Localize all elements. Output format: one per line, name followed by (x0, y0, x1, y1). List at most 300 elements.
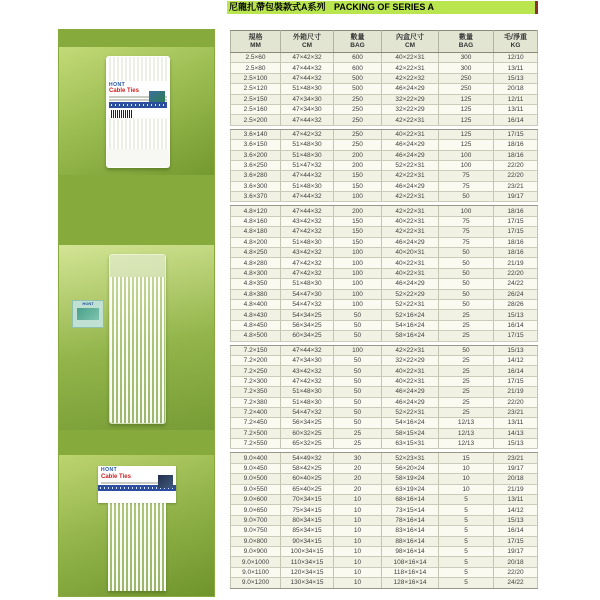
table-cell: 9.0×700 (231, 515, 281, 525)
table-cell: 54×47×32 (281, 407, 334, 417)
page-title-english: PACKING OF SERIES A (334, 2, 435, 12)
table-cell: 110×34×15 (281, 557, 334, 567)
table-cell: 2.5×200 (231, 115, 281, 125)
table-cell: 250 (439, 84, 494, 94)
table-cell: 9.0×900 (231, 546, 281, 556)
table-cell: 63×19×24 (382, 484, 439, 494)
table-cell: 7.2×500 (231, 428, 281, 438)
table-cell: 47×44×32 (281, 171, 334, 181)
table-cell: 50 (334, 397, 382, 407)
table-cell: 50 (334, 387, 382, 397)
table-cell: 51×47×32 (281, 160, 334, 170)
table-cell: 40×22×31 (382, 258, 439, 268)
table-cell: 40×22×31 (382, 268, 439, 278)
table-row (231, 484, 538, 494)
table-cell: 47×42×32 (281, 53, 334, 63)
table-cell: 5 (439, 567, 494, 577)
packing-table (230, 30, 538, 589)
product-photo-header-bag (59, 455, 214, 596)
table-cell: 16/14 (494, 526, 538, 536)
table-cell: 80×34×15 (281, 515, 334, 525)
table-cell: 12/11 (494, 94, 538, 104)
table-cell: 42×22×31 (382, 63, 439, 73)
table-cell: 20 (334, 463, 382, 473)
table-cell: 60×40×25 (281, 474, 334, 484)
table-cell: 46×24×29 (382, 279, 439, 289)
table-cell: 98×16×14 (382, 546, 439, 556)
table-cell: 40×22×31 (382, 376, 439, 386)
table-cell: 125 (439, 94, 494, 104)
table-row (231, 129, 538, 139)
label-photo-thumbnail (149, 91, 165, 102)
table-cell: 50 (439, 289, 494, 299)
table-cell: 58×42×25 (281, 463, 334, 473)
table-row (231, 474, 538, 484)
table-cell: 500 (334, 73, 382, 83)
table-row (231, 463, 538, 473)
table-cell: 250 (334, 104, 382, 114)
table-cell: 40×22×31 (382, 129, 439, 139)
table-cell: 100 (334, 192, 382, 202)
table-cell: 108×16×14 (382, 557, 439, 567)
table-cell: 50 (334, 418, 382, 428)
table-body (231, 53, 538, 589)
table-cell: 32×22×29 (382, 355, 439, 365)
table-cell: 2.5×60 (231, 53, 281, 63)
table-cell: 13/11 (494, 63, 538, 73)
page-title (227, 1, 538, 14)
table-cell: 47×42×32 (281, 376, 334, 386)
table-row (231, 418, 538, 428)
table-cell: 50 (334, 366, 382, 376)
table-cell: 4.8×120 (231, 206, 281, 216)
table-cell: 9.0×1000 (231, 557, 281, 567)
label-photo-thumbnail (158, 475, 173, 488)
bag-clear-area (110, 255, 165, 277)
table-row (231, 160, 538, 170)
table-cell: 43×42×32 (281, 366, 334, 376)
table-cell: 7.2×350 (231, 387, 281, 397)
table-cell: 18/16 (494, 140, 538, 150)
table-cell: 25 (439, 387, 494, 397)
table-cell: 40×20×31 (382, 248, 439, 258)
table-cell: 10 (439, 484, 494, 494)
label-photo-thumbnail (77, 308, 99, 320)
table-cell: 25 (439, 310, 494, 320)
table-cell: 43×42×32 (281, 216, 334, 226)
table-cell: 250 (334, 129, 382, 139)
table-row (231, 279, 538, 289)
table-cell: 16/14 (494, 320, 538, 330)
table-cell: 7.2×300 (231, 376, 281, 386)
table-cell: 12/13 (439, 428, 494, 438)
table-cell: 25 (439, 366, 494, 376)
table-cell: 20/18 (494, 84, 538, 94)
table-row (231, 171, 538, 181)
product-photo-labeled-bag (59, 47, 214, 175)
table-cell: 250 (334, 115, 382, 125)
table-row (231, 387, 538, 397)
table-row (231, 94, 538, 104)
table-row (231, 115, 538, 125)
table-cell: 9.0×650 (231, 505, 281, 515)
table-cell: 50 (334, 310, 382, 320)
table-cell: 12/13 (439, 418, 494, 428)
table-cell: 10 (439, 474, 494, 484)
table-cell: 23/21 (494, 407, 538, 417)
column-header: 內盒尺寸 CM (382, 31, 439, 53)
table-row (231, 526, 538, 536)
table-cell: 2.5×100 (231, 73, 281, 83)
table-cell: 46×24×29 (382, 150, 439, 160)
table-cell: 17/15 (494, 227, 538, 237)
table-cell: 3.6×140 (231, 129, 281, 139)
table-row (231, 140, 538, 150)
table-cell: 47×42×32 (281, 268, 334, 278)
table-cell: 10 (334, 567, 382, 577)
table-cell: 5 (439, 526, 494, 536)
table-cell: 23/21 (494, 453, 538, 463)
table-cell: 118×16×14 (382, 567, 439, 577)
table-cell: 130×34×15 (281, 578, 334, 588)
table-row (231, 73, 538, 83)
table-cell: 7.2×200 (231, 355, 281, 365)
table-cell: 47×44×32 (281, 345, 334, 355)
table-cell: 46×24×29 (382, 397, 439, 407)
table-row (231, 505, 538, 515)
table-cell: 20 (334, 474, 382, 484)
table-cell: 46×24×29 (382, 237, 439, 247)
table-cell: 100 (334, 248, 382, 258)
table-cell: 50 (439, 258, 494, 268)
table-row (231, 192, 538, 202)
table-cell: 9.0×1200 (231, 578, 281, 588)
table-cell: 2.5×80 (231, 63, 281, 73)
table-cell: 47×42×32 (281, 129, 334, 139)
table-cell: 18/16 (494, 237, 538, 247)
table-cell: 47×42×32 (281, 227, 334, 237)
table-cell: 4.8×350 (231, 279, 281, 289)
table-cell: 42×22×31 (382, 171, 439, 181)
table-row (231, 366, 538, 376)
table-cell: 28/26 (494, 299, 538, 309)
table-cell: 52×22×31 (382, 160, 439, 170)
table-cell: 125 (439, 104, 494, 114)
table-cell: 51×48×30 (281, 84, 334, 94)
table-cell: 52×23×31 (382, 453, 439, 463)
table-cell: 58×19×24 (382, 474, 439, 484)
table-cell: 50 (439, 279, 494, 289)
table-cell: 150 (334, 216, 382, 226)
table-cell: 17/15 (494, 536, 538, 546)
table-cell: 16/14 (494, 366, 538, 376)
table-cell: 54×49×32 (281, 453, 334, 463)
table-cell: 78×16×14 (382, 515, 439, 525)
table-cell: 7.2×450 (231, 418, 281, 428)
table-cell: 200 (334, 206, 382, 216)
table-header-row (231, 31, 538, 53)
table-cell: 47×44×32 (281, 63, 334, 73)
table-row (231, 578, 538, 588)
table-cell: 150 (334, 237, 382, 247)
table-cell: 54×47×32 (281, 299, 334, 309)
table-cell: 68×16×14 (382, 495, 439, 505)
brand-text: HONT (82, 301, 94, 306)
table-cell: 50 (334, 376, 382, 386)
table-row (231, 216, 538, 226)
table-cell: 50 (334, 331, 382, 341)
ties-texture (108, 503, 166, 591)
table-cell: 4.8×500 (231, 331, 281, 341)
table-cell: 7.2×250 (231, 366, 281, 376)
table-cell: 10 (334, 578, 382, 588)
table-row (231, 258, 538, 268)
table-cell: 7.2×550 (231, 439, 281, 449)
table-cell: 100 (439, 206, 494, 216)
table-row (231, 289, 538, 299)
table-cell: 15/13 (494, 310, 538, 320)
table-cell: 24/22 (494, 578, 538, 588)
table-cell: 18/16 (494, 206, 538, 216)
table-cell: 100 (334, 345, 382, 355)
table-cell: 5 (439, 505, 494, 515)
table-cell: 58×15×24 (382, 428, 439, 438)
table-row (231, 268, 538, 278)
table-cell: 4.8×200 (231, 237, 281, 247)
table-cell: 7.2×380 (231, 397, 281, 407)
table-cell: 47×44×32 (281, 192, 334, 202)
table-row (231, 439, 538, 449)
table-cell: 50 (439, 192, 494, 202)
table-row (231, 355, 538, 365)
table-cell: 18/16 (494, 150, 538, 160)
table-cell: 4.8×400 (231, 299, 281, 309)
table-cell: 54×16×24 (382, 320, 439, 330)
table-cell: 15 (439, 453, 494, 463)
table-cell: 42×22×31 (382, 345, 439, 355)
table-cell: 10 (334, 557, 382, 567)
table-cell: 100 (334, 289, 382, 299)
table-cell: 40×22×31 (382, 366, 439, 376)
table-cell: 17/15 (494, 331, 538, 341)
table-cell: 83×16×14 (382, 526, 439, 536)
table-cell: 85×34×15 (281, 526, 334, 536)
table-cell: 4.8×180 (231, 227, 281, 237)
table-cell: 73×15×14 (382, 505, 439, 515)
table-cell: 22/20 (494, 171, 538, 181)
table-cell: 42×22×31 (382, 227, 439, 237)
table-cell: 25 (439, 397, 494, 407)
table-cell: 4.8×430 (231, 310, 281, 320)
table-row (231, 407, 538, 417)
table-row (231, 63, 538, 73)
product-name-text: Cable Ties (101, 474, 131, 480)
table-cell: 22/20 (494, 268, 538, 278)
table-cell: 56×34×25 (281, 320, 334, 330)
table-cell: 3.6×250 (231, 160, 281, 170)
table-cell: 100×34×15 (281, 546, 334, 556)
table-cell: 5 (439, 495, 494, 505)
table-row (231, 237, 538, 247)
table-row (231, 150, 538, 160)
table-cell: 100 (334, 279, 382, 289)
table-cell: 500 (334, 84, 382, 94)
table-cell: 20/18 (494, 474, 538, 484)
table-cell: 56×34×25 (281, 418, 334, 428)
bag-mini-label (72, 300, 104, 328)
table-cell: 4.8×300 (231, 268, 281, 278)
table-cell: 15/13 (494, 345, 538, 355)
table-cell: 5 (439, 536, 494, 546)
table-cell: 300 (439, 53, 494, 63)
table-cell: 42×22×31 (382, 192, 439, 202)
table-cell: 10 (334, 546, 382, 556)
table-cell: 100 (334, 268, 382, 278)
table-cell: 75 (439, 237, 494, 247)
table-cell: 47×44×32 (281, 73, 334, 83)
table-cell: 17/15 (494, 216, 538, 226)
table-cell: 5 (439, 546, 494, 556)
table-cell: 10 (334, 495, 382, 505)
table-cell: 10 (439, 463, 494, 473)
table-cell: 15/13 (494, 515, 538, 525)
table-cell: 54×16×24 (382, 418, 439, 428)
table-cell: 19/17 (494, 192, 538, 202)
cable-tie-bag (109, 254, 166, 424)
table-row (231, 495, 538, 505)
cable-tie-bag (106, 56, 170, 168)
table-cell: 10 (334, 515, 382, 525)
table-cell: 9.0×1100 (231, 567, 281, 577)
column-header: 數量 BAG (439, 31, 494, 53)
table-cell: 58×16×24 (382, 331, 439, 341)
table-cell: 4.8×280 (231, 258, 281, 268)
table-row (231, 428, 538, 438)
table-row (231, 320, 538, 330)
table-cell: 21/19 (494, 258, 538, 268)
table-cell: 9.0×500 (231, 474, 281, 484)
table-cell: 7.2×150 (231, 345, 281, 355)
table-cell: 12/13 (439, 439, 494, 449)
table-cell: 75 (439, 216, 494, 226)
table-cell: 100 (334, 258, 382, 268)
table-cell: 19/17 (494, 546, 538, 556)
table-cell: 125 (439, 129, 494, 139)
table-cell: 42×22×31 (382, 206, 439, 216)
table-cell: 9.0×400 (231, 453, 281, 463)
table-cell: 25 (439, 331, 494, 341)
table-cell: 54×34×25 (281, 310, 334, 320)
brand-text: HONT (101, 467, 118, 473)
table-cell: 23/21 (494, 181, 538, 191)
table-cell: 47×44×32 (281, 206, 334, 216)
table-cell: 51×48×30 (281, 150, 334, 160)
ties-texture (107, 119, 169, 149)
table-cell: 3.6×300 (231, 181, 281, 191)
table-row (231, 331, 538, 341)
table-row (231, 248, 538, 258)
bag-header-card (98, 466, 176, 503)
table-cell: 46×24×29 (382, 140, 439, 150)
title-bar-red-edge (535, 1, 538, 14)
table-cell: 12/10 (494, 53, 538, 63)
table-cell: 21/19 (494, 387, 538, 397)
table-cell: 25 (439, 355, 494, 365)
table-cell: 14/12 (494, 355, 538, 365)
table-row (231, 84, 538, 94)
table-row (231, 345, 538, 355)
column-header: 毛/淨重 KG (494, 31, 538, 53)
table-cell: 25 (334, 428, 382, 438)
table-cell: 50 (439, 268, 494, 278)
table-cell: 18/16 (494, 248, 538, 258)
table-cell: 16/14 (494, 115, 538, 125)
table-cell: 65×32×25 (281, 439, 334, 449)
table-cell: 250 (334, 140, 382, 150)
table-cell: 43×42×32 (281, 248, 334, 258)
table-cell: 50 (334, 355, 382, 365)
table-row (231, 310, 538, 320)
table-cell: 25 (334, 439, 382, 449)
table-cell: 15/13 (494, 73, 538, 83)
table-cell: 4.8×160 (231, 216, 281, 226)
product-photo-strip (58, 29, 215, 597)
column-header: 數量 BAG (334, 31, 382, 53)
table-cell: 47×34×30 (281, 355, 334, 365)
table-cell: 47×44×32 (281, 115, 334, 125)
table-row (231, 453, 538, 463)
table-cell: 100 (439, 160, 494, 170)
table-cell: 22/20 (494, 160, 538, 170)
table-cell: 50 (334, 407, 382, 417)
table-cell: 200 (334, 150, 382, 160)
table-cell: 3.6×370 (231, 192, 281, 202)
table-cell: 75×34×15 (281, 505, 334, 515)
table-row (231, 536, 538, 546)
table-cell: 250 (334, 94, 382, 104)
table-cell: 9.0×450 (231, 463, 281, 473)
table-cell: 19/17 (494, 463, 538, 473)
product-photo-clear-bag (59, 245, 214, 430)
column-header: 外箱尺寸 CM (281, 31, 334, 53)
table-cell: 52×22×31 (382, 407, 439, 417)
table-cell: 200 (334, 160, 382, 170)
table-cell: 65×40×25 (281, 484, 334, 494)
table-cell: 3.6×200 (231, 150, 281, 160)
table-cell: 52×16×24 (382, 310, 439, 320)
table-cell: 9.0×600 (231, 495, 281, 505)
table-cell: 42×22×31 (382, 115, 439, 125)
table-cell: 10 (334, 526, 382, 536)
table-row (231, 53, 538, 63)
table-row (231, 206, 538, 216)
table-cell: 26/24 (494, 289, 538, 299)
table-cell: 90×34×15 (281, 536, 334, 546)
table-cell: 125 (439, 140, 494, 150)
table-cell: 51×48×30 (281, 279, 334, 289)
table-cell: 75 (439, 181, 494, 191)
product-name-text: Cable Ties (109, 88, 139, 94)
table-cell: 10 (334, 505, 382, 515)
table-cell: 3.6×280 (231, 171, 281, 181)
table-cell: 250 (439, 73, 494, 83)
table-row (231, 567, 538, 577)
table-cell: 51×48×30 (281, 387, 334, 397)
table-row (231, 515, 538, 525)
table-row (231, 181, 538, 191)
table-cell: 60×34×25 (281, 331, 334, 341)
table-row (231, 376, 538, 386)
